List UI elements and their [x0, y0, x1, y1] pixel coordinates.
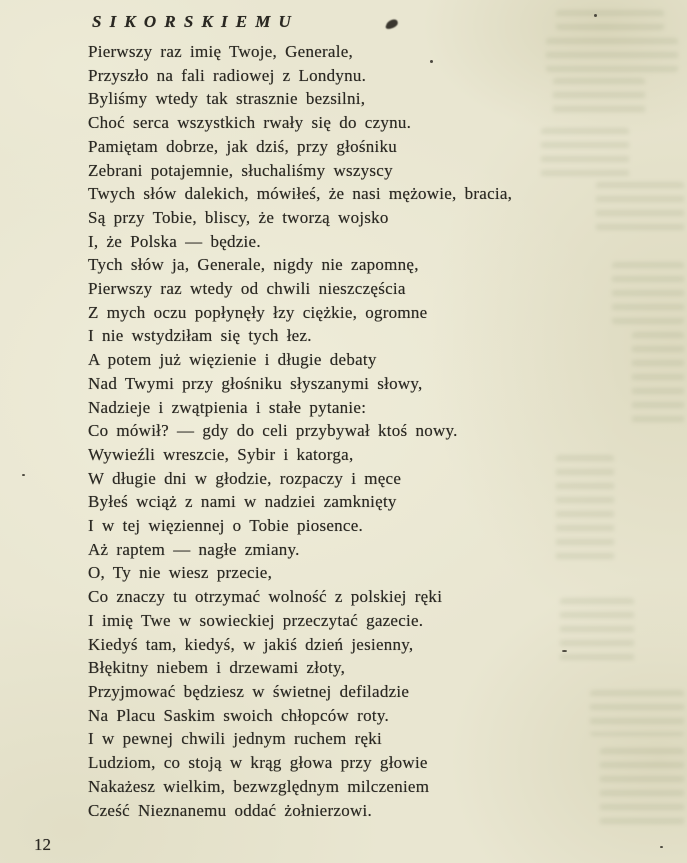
poem-line: Nad Twymi przy głośniku słyszanymi słowy, — [88, 373, 423, 393]
poem-line: Twych słów dalekich, mówiłeś, że nasi mężowie, bracia, — [88, 184, 513, 204]
poem-line: Co znaczy tu otrzymać wolność z polskiej ręki — [88, 587, 443, 607]
poem-line: Wywieźli wreszcie, Sybir i katorga, — [88, 444, 354, 464]
poem-title: SIKORSKIEMU — [92, 12, 299, 31]
poem-line: I, że Polska — będzie. — [88, 231, 261, 251]
poem-line: Błękitny niebem i drzewami złoty, — [88, 658, 346, 678]
poem-line: Są przy Tobie, bliscy, że tworzą wojsko — [88, 207, 389, 227]
bleedthrough-smudge — [556, 10, 664, 30]
poem-line: Przyjmować będziesz w świetnej defiladzie — [88, 681, 410, 701]
poem-line: Kiedyś tam, kiedyś, w jakiś dzień jesienny, — [88, 634, 414, 654]
poem-line: I nie wstydziłam się tych łez. — [88, 326, 312, 346]
poem-line: Co mówił? — gdy do celi przybywał ktoś nowy. — [88, 421, 458, 441]
poem-line: Nadzieje i zwątpienia i stałe pytanie: — [88, 397, 367, 417]
page-number: 12 — [34, 835, 51, 854]
poem-line: I imię Twe w sowieckiej przeczytać gazecie. — [88, 610, 424, 630]
poem-line: Zebrani potajemnie, słuchaliśmy wszyscy — [88, 160, 393, 180]
poem-line: Z mych oczu popłynęły łzy ciężkie, ogromne — [88, 302, 428, 322]
poem-line: Cześć Nieznanemu oddać żołnierzowi. — [88, 800, 372, 820]
poem-line: Aż raptem — nagłe zmiany. — [88, 539, 300, 559]
poem-line: O, Ty nie wiesz przecie, — [88, 563, 273, 583]
poem-line: Tych słów ja, Generale, nigdy nie zapomnę, — [88, 255, 419, 275]
ink-speckle — [660, 846, 663, 848]
poem-line: Pierwszy raz imię Twoje, Generale, — [88, 42, 354, 61]
ink-speckle — [594, 14, 597, 17]
poem-line: Pamiętam dobrze, jak dziś, przy głośniku — [88, 136, 397, 156]
poem-line: Nakażesz wielkim, bezwzględnym milczeniem — [88, 776, 430, 796]
poem-line: I w pewnej chwili jednym ruchem ręki — [88, 729, 383, 749]
poem-line: A potem już więzienie i długie debaty — [88, 350, 377, 370]
poem — [88, 40, 663, 822]
poem-line: Choć serca wszystkich rwały się do czynu. — [88, 113, 412, 133]
poem-line: Przyszło na fali radiowej z Londynu. — [88, 65, 367, 85]
ink-speckle — [22, 474, 25, 476]
poem-line: Pierwszy raz wtedy od chwili nieszczęścia — [88, 279, 406, 299]
poem-line: Byłeś wciąż z nami w nadziei zamknięty — [88, 492, 397, 512]
poem-line: Byliśmy wtedy tak strasznie bezsilni, — [88, 89, 366, 109]
poem-line: I w tej więziennej o Tobie piosence. — [88, 516, 364, 536]
poem-line: W długie dni w głodzie, rozpaczy i męce — [88, 468, 402, 488]
poem-line: Na Placu Saskim swoich chłopców roty. — [88, 705, 389, 725]
poem-line: Ludziom, co stoją w krąg głowa przy głowie — [88, 753, 428, 773]
